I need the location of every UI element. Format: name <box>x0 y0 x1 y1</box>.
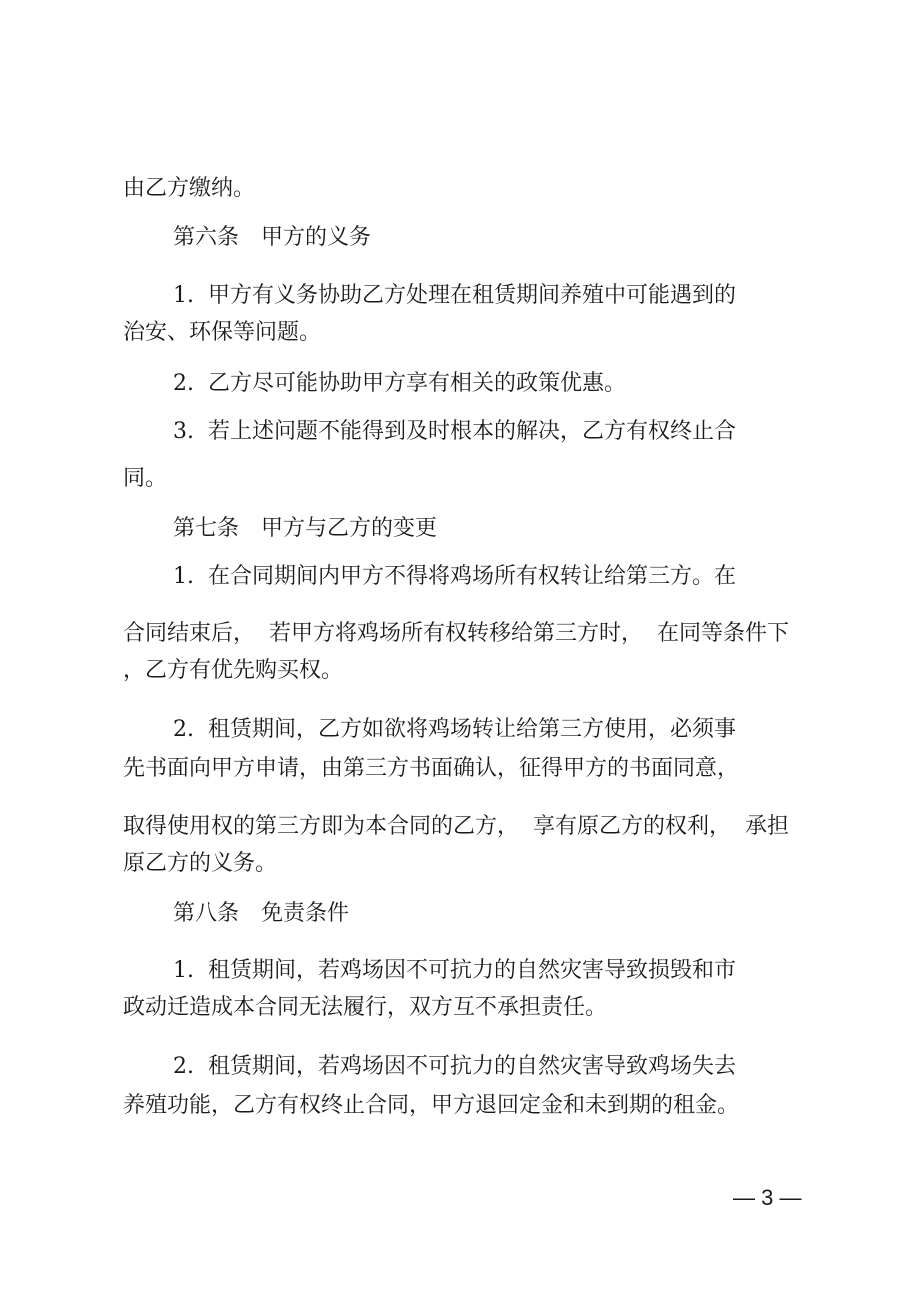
paragraph-line: 治安、环保等问题。 <box>123 320 322 345</box>
paragraph-line: 取得使用权的第三方即为本合同的乙方， 享有原乙方的权利， 承担 <box>123 814 789 839</box>
paragraph-line: 同。 <box>123 466 168 491</box>
paragraph-line: 原乙方的义务。 <box>123 851 278 876</box>
paragraph-line: 2. 乙方尽可能协助甲方享有相关的政策优惠。 <box>173 371 626 396</box>
article-heading: 第七条 甲方与乙方的变更 <box>173 516 438 541</box>
paragraph-line: 先书面向甲方申请，由第三方书面确认，征得甲方的书面同意， <box>123 756 740 781</box>
paragraph-line: 1. 甲方有义务协助乙方处理在租赁期间养殖中可能遇到的 <box>173 283 736 308</box>
article-heading: 第六条 甲方的义务 <box>173 225 372 250</box>
paragraph-line: 2. 租赁期间，乙方如欲将鸡场转让给第三方使用，必须事 <box>173 717 736 742</box>
paragraph-line: 合同结束后， 若甲方将鸡场所有权转移给第三方时， 在同等条件下 <box>123 621 789 646</box>
paragraph-line: 2. 租赁期间，若鸡场因不可抗力的自然灾害导致鸡场失去 <box>173 1054 736 1079</box>
paragraph-line: 政动迁造成本合同无法履行，双方互不承担责任。 <box>123 995 608 1020</box>
paragraph-line: 养殖功能，乙方有权终止合同，甲方退回定金和未到期的租金。 <box>123 1093 740 1118</box>
page-number: — 3 — <box>733 1185 802 1210</box>
article-heading: 第八条 免责条件 <box>173 901 350 926</box>
paragraph-line: 1. 在合同期间内甲方不得将鸡场所有权转让给第三方。在 <box>173 564 736 589</box>
paragraph-line: 1. 租赁期间，若鸡场因不可抗力的自然灾害导致损毁和市 <box>173 958 736 983</box>
paragraph-line: 3. 若上述问题不能得到及时根本的解决，乙方有权终止合 <box>173 419 736 444</box>
paragraph-line: ，乙方有优先购买权。 <box>123 658 344 683</box>
paragraph-line: 由乙方缴纳。 <box>123 176 256 201</box>
